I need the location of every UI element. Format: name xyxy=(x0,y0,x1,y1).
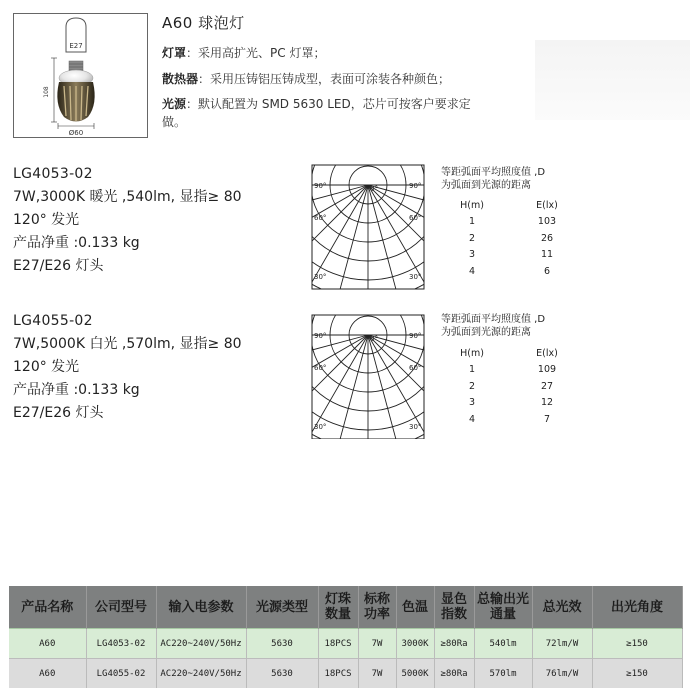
table-cell: 540lm xyxy=(474,629,532,659)
lux-e: 109 xyxy=(537,364,557,376)
table-header-cell: 灯珠数量 xyxy=(318,586,358,629)
model-block-1 xyxy=(13,163,242,278)
polar-label: 30° xyxy=(314,273,327,281)
lux-e: 27 xyxy=(540,380,554,392)
table-row xyxy=(9,629,682,659)
table-cell: 5000K xyxy=(396,659,434,689)
lux-table-1 xyxy=(452,197,582,280)
polar-label: 90° xyxy=(409,332,422,340)
lux-title-line: 为弧面到光源的距离 xyxy=(441,327,531,338)
table-cell: ≥150 xyxy=(592,629,682,659)
lux-title xyxy=(441,313,545,339)
lux-h: 4 xyxy=(468,413,476,425)
lux-title-line: 等距弧面平均照度值 ,D xyxy=(441,314,546,325)
table-cell: 18PCS xyxy=(318,659,358,689)
model-spec-line: 7W,3000K 暖光 ,540lm, 显指≥ 80 xyxy=(13,189,242,205)
table-header-cell: 输入电参数 xyxy=(156,586,246,629)
lux-row xyxy=(452,362,582,379)
table-header-cell: 产品名称 xyxy=(9,586,86,629)
decorative-panel xyxy=(535,40,690,120)
table-cell: 18PCS xyxy=(318,629,358,659)
spec-text: ：默认配置为 SMD 5630 LED，芯片可按客户要求定 xyxy=(186,97,471,111)
polar-label: 30° xyxy=(314,423,327,431)
polar-label: 90° xyxy=(409,182,422,190)
lux-header-row xyxy=(452,197,582,214)
lux-h: 2 xyxy=(468,232,476,244)
spec-line-continuation: 做。 xyxy=(162,115,187,129)
model-spec-line: E27/E26 灯头 xyxy=(13,405,104,421)
table-cell: 3000K xyxy=(396,629,434,659)
lux-row xyxy=(452,263,582,280)
lux-h: 3 xyxy=(468,249,476,261)
spec-table xyxy=(9,586,683,688)
model-spec-line: 产品净重 :0.133 kg xyxy=(13,235,140,251)
lux-title xyxy=(441,166,545,192)
table-cell: 5630 xyxy=(246,659,318,689)
spec-line-light-source xyxy=(162,96,471,113)
lux-e: 7 xyxy=(543,413,551,425)
polar-label: 60° xyxy=(409,364,422,372)
model-name: LG4055-02 xyxy=(13,313,93,329)
table-cell: A60 xyxy=(9,659,86,689)
table-cell: ≥80Ra xyxy=(434,659,474,689)
table-header-cell: 色温 xyxy=(396,586,434,629)
bulb-drawing xyxy=(14,14,147,137)
polar-label: 60° xyxy=(314,364,327,372)
polar-label: 60° xyxy=(314,214,327,222)
model-spec-line: E27/E26 灯头 xyxy=(13,258,104,274)
lux-e: 26 xyxy=(540,232,554,244)
e27-label: E27 xyxy=(69,42,83,50)
lux-h: 1 xyxy=(468,216,476,228)
polar-label: 60° xyxy=(409,214,422,222)
table-cell: 570lm xyxy=(474,659,532,689)
lux-h: 4 xyxy=(468,265,476,277)
table-cell: LG4055-02 xyxy=(86,659,156,689)
spec-label: 光源 xyxy=(162,97,187,111)
model-block-2 xyxy=(13,310,242,425)
lux-h: 2 xyxy=(468,380,476,392)
table-header-cell: 公司型号 xyxy=(86,586,156,629)
table-cell: LG4053-02 xyxy=(86,629,156,659)
lux-row xyxy=(452,395,582,412)
lux-e: 12 xyxy=(540,397,554,409)
lux-h: 1 xyxy=(468,364,476,376)
table-cell: AC220~240V/50Hz xyxy=(156,629,246,659)
polar-label: 30° xyxy=(409,273,422,281)
table-header-cell: 标称功率 xyxy=(358,586,396,629)
polar-label: 90° xyxy=(314,182,327,190)
lux-row xyxy=(452,378,582,395)
table-header-cell: 出光角度 xyxy=(592,586,682,629)
lux-row xyxy=(452,230,582,247)
polar-label: 0° xyxy=(370,185,378,193)
lux-title-line: 等距弧面平均照度值 ,D xyxy=(441,167,546,178)
model-spec-line: 120° 发光 xyxy=(13,212,80,228)
model-spec-line: 产品净重 :0.133 kg xyxy=(13,382,140,398)
model-spec-line: 7W,5000K 白光 ,570lm, 显指≥ 80 xyxy=(13,336,242,352)
lux-h-header: H(m) xyxy=(460,199,484,211)
model-name: LG4053-02 xyxy=(13,166,93,182)
product-title: A60 球泡灯 xyxy=(162,14,245,32)
table-row xyxy=(9,659,682,689)
spec-text: ：采用压铸铝压铸成型，表面可涂装各种颜色； xyxy=(198,72,451,86)
polar-label: 0° xyxy=(370,335,378,343)
lux-h: 3 xyxy=(468,397,476,409)
polar-diagram-2 xyxy=(310,313,426,439)
spec-line-cover xyxy=(162,45,325,62)
lux-row xyxy=(452,411,582,428)
table-cell: 72lm/W xyxy=(532,629,592,659)
polar-label: 90° xyxy=(314,332,327,340)
diameter-label: Ø60 xyxy=(68,129,84,137)
lux-header-row xyxy=(452,345,582,362)
height-label: 108 xyxy=(43,86,50,98)
polar-diagram-1 xyxy=(310,163,426,291)
table-cell: ≥150 xyxy=(592,659,682,689)
spec-line-heatsink xyxy=(162,71,450,88)
spec-label: 散热器 xyxy=(162,72,199,86)
table-cell: 5630 xyxy=(246,629,318,659)
table-header-cell: 总输出光通量 xyxy=(474,586,532,629)
lux-e-header: E(lx) xyxy=(536,347,558,359)
lux-row xyxy=(452,247,582,264)
spec-text: ：采用高扩光、PC 灯罩； xyxy=(186,46,326,60)
model-spec-line: 120° 发光 xyxy=(13,359,80,375)
table-cell: 7W xyxy=(358,629,396,659)
table-cell: AC220~240V/50Hz xyxy=(156,659,246,689)
lux-title-line: 为弧面到光源的距离 xyxy=(441,180,531,191)
lux-h-header: H(m) xyxy=(460,347,484,359)
lux-e: 103 xyxy=(537,216,557,228)
table-header-cell: 总光效 xyxy=(532,586,592,629)
polar-label: 30° xyxy=(409,423,422,431)
lux-e: 11 xyxy=(540,249,554,261)
spec-label: 灯罩 xyxy=(162,46,187,60)
lux-e: 6 xyxy=(543,265,551,277)
product-drawing xyxy=(13,13,148,138)
table-cell: 7W xyxy=(358,659,396,689)
table-header-cell: 显色指数 xyxy=(434,586,474,629)
table-cell: 76lm/W xyxy=(532,659,592,689)
table-cell: A60 xyxy=(9,629,86,659)
table-cell: ≥80Ra xyxy=(434,629,474,659)
lux-row xyxy=(452,214,582,231)
table-header-row xyxy=(9,586,682,629)
lux-e-header: E(lx) xyxy=(536,199,558,211)
lux-table-2 xyxy=(452,345,582,428)
table-header-cell: 光源类型 xyxy=(246,586,318,629)
